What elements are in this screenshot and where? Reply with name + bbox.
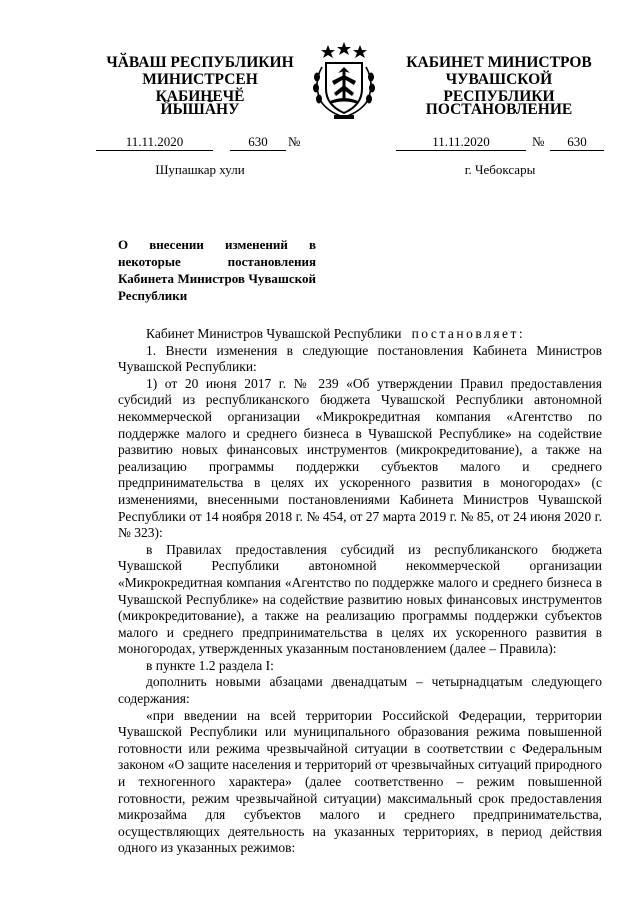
right-date: 11.11.2020 bbox=[396, 135, 526, 151]
intro-text: Кабинет Министров Чувашской Республики bbox=[146, 326, 402, 341]
left-number-sign: № bbox=[288, 134, 301, 149]
left-org-line2: МИНИСТРСЕН КАБИНЕЧӖ bbox=[142, 71, 258, 105]
body-paragraph: дополнить новыми абзацами двенадцатым – четырнадцатым следующего содержания: bbox=[118, 674, 602, 707]
right-document-type: ПОСТАНОВЛЕНИЕ bbox=[425, 101, 573, 118]
right-number: 630 bbox=[550, 135, 604, 151]
body-paragraph: «при введении на всей территории Российской Федерации, территории Чувашской Республики или муниципального образования режима повышенной готовности или режима чрезвычайной ситуации в соответствии с Федеральным законом «О защите населения и территорий от чрезвычайных ситуаций природного и техногенного характера» (далее соответственно – режим повышенной готовности, режим чрезвычайной ситуации) максимальный срок предоставления микрозайма для субъектов малого и среднего предпринимательства, осуществляющих деятельность на указанных территориях, в период действия одного из указанных режимов: bbox=[118, 707, 602, 856]
left-organization-name bbox=[100, 54, 300, 105]
body-paragraph: 1. Внести изменения в следующие постановления Кабинета Министров Чувашской Республики: bbox=[118, 342, 602, 375]
intro-paragraph bbox=[118, 326, 602, 343]
left-document-type: ЙЫШӐНУ bbox=[160, 101, 240, 118]
left-org-line1: ЧӐВАШ РЕСПУБЛИКИН bbox=[106, 54, 294, 71]
document-subject: О внесении изменений в некоторые постановления Кабинета Министров Чувашской Республики bbox=[118, 237, 316, 303]
right-number-sign: № bbox=[532, 134, 545, 149]
left-number: 630 bbox=[230, 135, 286, 151]
body-paragraph: в Правилах предоставления субсидий из республиканского бюджета Чувашской Республики автономной некоммерческой организации «Микрокредитная компания «Агентство по поддержке малого и среднего бизнеса в Чувашской Республике» на содействие развитию новых финансовых инструментов (микрокредитование), а также на реализацию программы поддержки субъектов малого и среднего предпринимательства в целях их ускоренного развития в моногородах, утвержденных указанным постановлением (далее – Правила): bbox=[118, 541, 602, 657]
body-paragraph: 1) от 20 июня 2017 г. № 239 «Об утверждении Правил предоставления субсидий из республиканского бюджета Чувашской Республики автономной некоммерческой организации «Микрокредитная компания «Агентство по поддержке малого и среднего бизнеса в Чувашской Республике» на содействие развитию новых финансовых инструментов (микрокредитование), а также на реализацию программы поддержки субъектов малого и среднего предпринимательства в целях их ускоренного развития в моногородах» (с изменениями, внесенными постановлениями Кабинета Министров Чувашской Республики от 14 ноября 2018 г. № 454, от 27 марта 2019 г. № 85, от 24 июня 2020 г. № 323): bbox=[118, 375, 602, 541]
document-body bbox=[118, 326, 602, 857]
body-paragraph: в пункте 1.2 раздела I: bbox=[146, 657, 274, 673]
right-organization-name bbox=[392, 54, 606, 105]
right-city: г. Чебоксары bbox=[464, 162, 536, 177]
right-org-line2: ЧУВАШСКОЙ РЕСПУБЛИКИ bbox=[443, 71, 555, 105]
left-date: 11.11.2020 bbox=[96, 135, 213, 151]
left-city: Шупашкар хули bbox=[155, 162, 245, 177]
right-org-line1: КАБИНЕТ МИНИСТРОВ bbox=[406, 54, 592, 71]
chuvashia-emblem-icon bbox=[304, 41, 384, 123]
intro-verb: постановляет: bbox=[411, 326, 526, 341]
